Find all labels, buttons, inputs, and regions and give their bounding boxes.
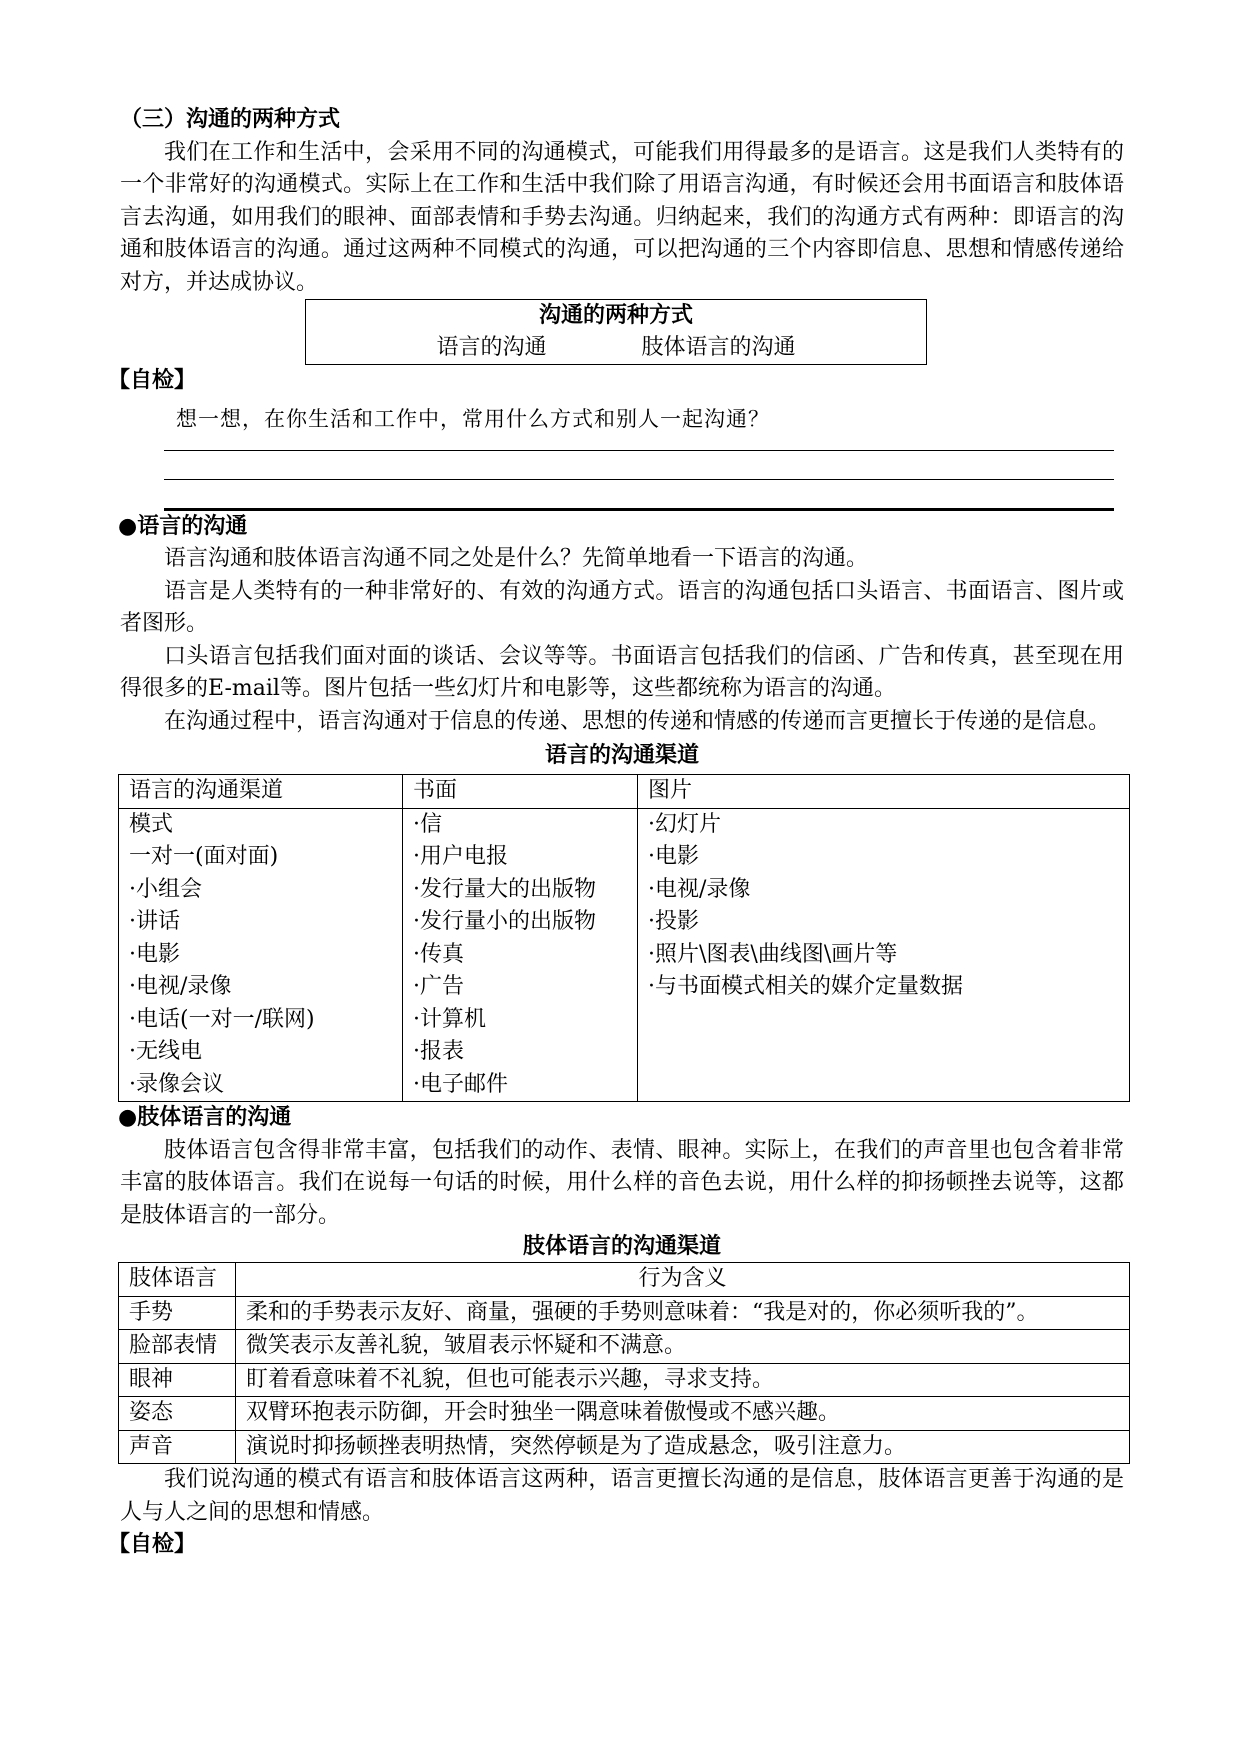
list-item: ·计算机 (413, 1006, 486, 1032)
table-row (119, 1397, 1130, 1431)
table-header-cell: 行为含义 (236, 1263, 1130, 1297)
list-item: ·电子邮件 (413, 1071, 508, 1097)
list-item: 一对一(面对面) (129, 844, 279, 869)
section-title: （三）沟通的两种方式 (120, 107, 341, 132)
list-item: ·电影 (129, 941, 180, 967)
verbal-paragraph-3: 口头语言包括我们面对面的谈话、会议等等。书面语言包括我们的信函、广告和传真，甚至现在用得很多的E-mail等。图片包括一些幻灯片和电影等，这些都统称为语言的沟通。 (120, 643, 1124, 701)
list-item: ·传真 (413, 941, 464, 967)
question-text: 想一想，在你生活和工作中，常用什么方式和别人一起沟通？ (176, 406, 770, 431)
body-table-title: 肢体语言的沟通渠道 (522, 1234, 721, 1259)
list-item: 模式 (129, 811, 174, 837)
list-item: ·电视/录像 (129, 974, 232, 999)
verbal-paragraph-2: 语言是人类特有的一种非常好的、有效的沟通方式。语言的沟通包括口头语言、书面语言、图片或者图形。 (120, 578, 1124, 636)
conclusion-paragraph: 我们说沟通的模式有语言和肢体语言这两种，语言更擅长沟通的是信息，肢体语言更善于沟通的是人与人之间的思想和情感。 (120, 1467, 1124, 1525)
table-header-row (119, 1263, 1130, 1297)
verbal-channels-table (118, 774, 1130, 1102)
verbal-paragraph-4: 在沟通过程中，语言沟通对于信息的传递、思想的传递和情感的传递而言更擅长于传递的是信息。 (164, 708, 1111, 734)
body-channels-table (118, 1262, 1130, 1464)
list-item: ·广告 (413, 974, 464, 999)
list-item: ·电话(一对一/联网) (129, 1006, 315, 1032)
answer-line-1[interactable] (164, 436, 1114, 451)
list-item: ·信 (413, 811, 442, 837)
table-cell: 声音 (119, 1430, 236, 1464)
table-header-cell: 语言的沟通渠道 (119, 775, 403, 809)
answer-line-3[interactable] (164, 480, 1114, 511)
two-ways-box (305, 299, 927, 365)
list-item: ·无线电 (129, 1039, 202, 1064)
table-row (119, 1363, 1130, 1397)
list-item: ·发行量大的出版物 (413, 876, 596, 902)
table-header-cell: 图片 (638, 775, 1130, 809)
table-cell: 微笑表示友善礼貌，皱眉表示怀疑和不满意。 (236, 1330, 1130, 1364)
oral-column (119, 808, 403, 1102)
table-header-row (119, 775, 1130, 809)
table-row (119, 1430, 1130, 1464)
table-row (119, 1330, 1130, 1364)
list-item: ·报表 (413, 1039, 464, 1064)
verbal-table-title: 语言的沟通渠道 (544, 743, 699, 768)
verbal-heading: ●语言的沟通 (118, 513, 248, 539)
list-item: ·电视/录像 (648, 876, 751, 902)
box-row (306, 332, 926, 364)
body-paragraph-1: 肢体语言包含得非常丰富，包括我们的动作、表情、眼神。实际上，在我们的声音里也包含着非常丰富的肢体语言。我们在说每一句话的时候，用什么样的音色去说，用什么样的抑扬顿挫去说等，这都是肢体语言的一部分。 (120, 1137, 1124, 1228)
table-row (119, 1296, 1130, 1330)
list-item: ·照片\图表\曲线图\画片等 (648, 941, 898, 967)
body-language-heading: ●肢体语言的沟通 (118, 1105, 292, 1130)
answer-line-2[interactable] (164, 451, 1114, 480)
box-right: 肢体语言的沟通 (641, 335, 796, 360)
table-cell: 柔和的手势表示友好、商量，强硬的手势则意味着：“我是对的，你必须听我的”。 (236, 1296, 1130, 1330)
picture-column (638, 808, 1130, 1102)
verbal-paragraph-1: 语言沟通和肢体语言沟通不同之处是什么？先简单地看一下语言的沟通。 (164, 546, 869, 571)
list-item: ·讲话 (129, 909, 180, 934)
table-cell: 手势 (119, 1296, 236, 1330)
document-page (108, 104, 1124, 1562)
table-cell: 姿态 (119, 1397, 236, 1431)
written-column (403, 808, 638, 1102)
table-cell: 眼神 (119, 1363, 236, 1397)
table-cell: 双臂环抱表示防御，开会时独坐一隅意味着傲慢或不感兴趣。 (236, 1397, 1130, 1431)
table-row (119, 808, 1130, 1102)
table-header-cell: 书面 (403, 775, 638, 809)
intro-paragraph: 我们在工作和生活中，会采用不同的沟通模式，可能我们用得最多的是语言。这是我们人类特有的一个非常好的沟通模式。实际上在工作和生活中我们除了用语言沟通，有时候还会用书面语言和肢体语言去沟通，如用我们的眼神、面部表情和手势去沟通。归纳起来，我们的沟通方式有两种：即语言的沟通和肢体语言的沟通。通过这两种不同模式的沟通，可以把沟通的三个内容即信息、思想和情感传递给对方，并达成协议。 (120, 139, 1124, 295)
box-title: 沟通的两种方式 (538, 303, 693, 328)
self-check-label-2: 【自检】 (108, 1532, 197, 1557)
list-item: ·发行量小的出版物 (413, 909, 596, 934)
list-item: ·幻灯片 (648, 811, 721, 837)
list-item: ·小组会 (129, 876, 202, 902)
list-item: ·与书面模式相关的媒介定量数据 (648, 974, 963, 999)
list-item: ·用户电报 (413, 844, 508, 869)
box-left: 语言的沟通 (436, 335, 547, 360)
table-cell: 脸部表情 (119, 1330, 236, 1364)
list-item: ·电影 (648, 844, 699, 869)
self-check-label: 【自检】 (108, 368, 197, 393)
list-item: ·录像会议 (129, 1071, 224, 1097)
table-cell: 演说时抑扬顿挫表明热情，突然停顿是为了造成悬念，吸引注意力。 (236, 1430, 1130, 1464)
list-item: ·投影 (648, 909, 699, 934)
table-header-cell: 肢体语言 (119, 1263, 236, 1297)
table-cell: 盯着看意味着不礼貌，但也可能表示兴趣，寻求支持。 (236, 1363, 1130, 1397)
